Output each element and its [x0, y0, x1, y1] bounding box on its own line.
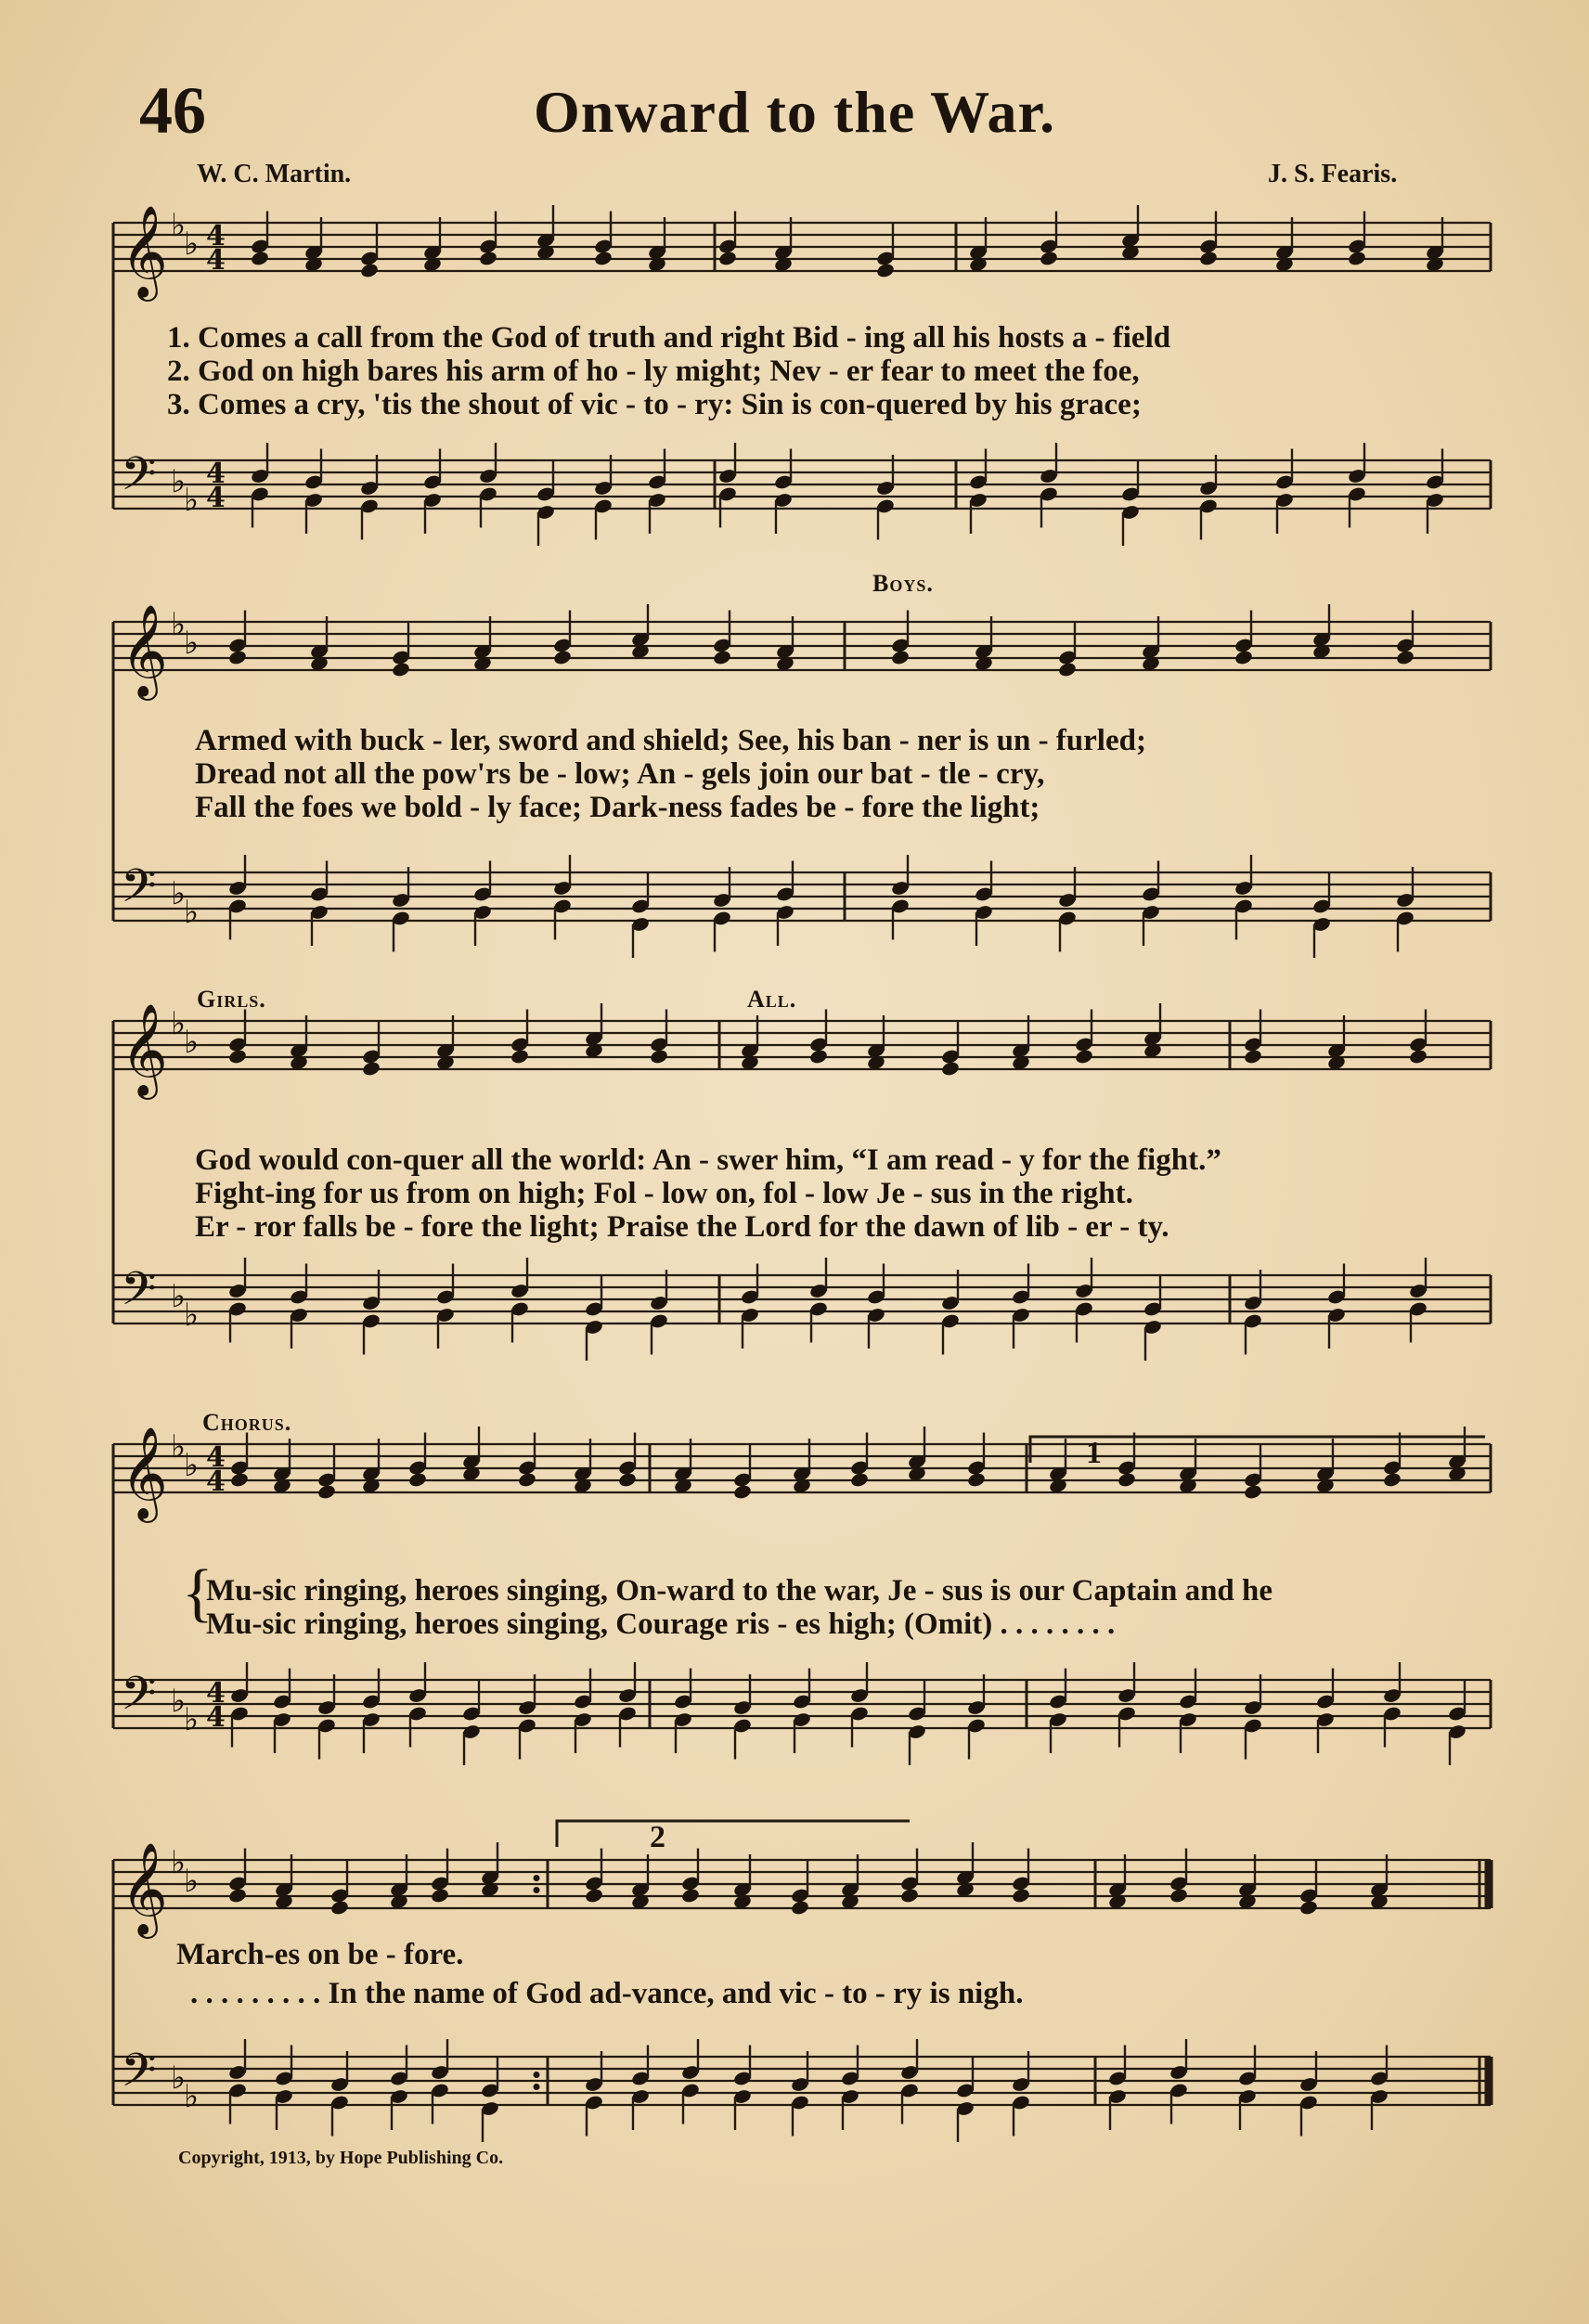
verse-line: Armed with buck - ler, sword and shield; See, his ban - ner is un - furled;: [195, 724, 1146, 757]
time-signature: 4: [206, 1441, 226, 1474]
copyright-notice: Copyright, 1913, by Hope Publishing Co.: [178, 2148, 504, 2168]
verse-line: God would con-quer all the world: An - swer him, “I am read - y for the fight.”: [195, 1143, 1221, 1177]
treble-clef-icon: 𝄞: [121, 604, 168, 697]
flat-icon: ♭: [184, 482, 200, 519]
flat-icon: ♭: [171, 1278, 187, 1315]
note-head: [361, 1060, 381, 1077]
note-head: [1117, 1471, 1136, 1488]
time-signature: 4: [206, 244, 226, 277]
note-head: [966, 1471, 986, 1488]
note-head: [1298, 1899, 1318, 1916]
hymn-title: Onward to the War.: [534, 79, 1056, 145]
chorus-line: Mu-sic ringing, heroes singing, Courage ris - es high; (Omit) . . . . . . . .: [206, 1607, 1116, 1641]
flat-icon: ♭: [184, 2078, 200, 2115]
note-head: [875, 262, 895, 278]
note-head: [899, 1887, 919, 1904]
time-signature: 4: [206, 1465, 226, 1498]
time-signature: 4: [206, 1701, 226, 1734]
bass-clef-icon: 𝄢: [121, 447, 157, 512]
composer-credit: J. S. Fearis.: [1268, 160, 1398, 188]
note-head: [849, 1471, 869, 1488]
note-head: [359, 262, 379, 278]
note-head: [680, 1887, 700, 1904]
note-head: [649, 1048, 668, 1065]
repeat-dot: [534, 2072, 540, 2078]
treble-clef-icon: 𝄞: [121, 1427, 168, 1519]
chorus-line: . . . . . . . . . In the name of God ad-vance, and vic - to - ry is nigh.: [190, 1977, 1024, 2010]
note-head: [317, 1483, 336, 1500]
note-head: [790, 1899, 809, 1916]
note-head: [517, 1471, 536, 1488]
boys-label: Boys.: [872, 570, 934, 597]
time-signature: 4: [206, 1677, 226, 1710]
flat-icon: ♭: [171, 1005, 187, 1042]
chorus-label: Chorus.: [202, 1409, 292, 1436]
bass-clef-icon: 𝄢: [121, 859, 157, 924]
verse-line: Fight-ing for us from on high; Fol - low on, fol - low Je - sus in the right.: [195, 1177, 1133, 1210]
note-head: [407, 1471, 427, 1488]
note-head: [1074, 1048, 1093, 1065]
repeat-dot: [534, 1875, 540, 1881]
flat-icon: ♭: [171, 207, 187, 244]
note-head: [1347, 250, 1366, 266]
note-head: [1395, 649, 1415, 665]
note-head: [1408, 1048, 1428, 1065]
note-head: [1234, 649, 1253, 665]
note-head: [1169, 1887, 1188, 1904]
note-head: [391, 661, 410, 678]
note-head: [617, 1471, 637, 1488]
flat-icon: ♭: [184, 1863, 200, 1900]
flat-icon: ♭: [171, 2059, 187, 2097]
note-head: [227, 1887, 247, 1904]
note-head: [1057, 661, 1077, 678]
bass-clef-icon: 𝄢: [121, 1667, 157, 1732]
note-head: [227, 649, 247, 665]
treble-clef-icon: 𝄞: [121, 205, 168, 298]
chorus-line: Mu-sic ringing, heroes singing, On-ward to the war, Je - sus is our Captain and he: [206, 1574, 1273, 1607]
first-ending-number: 1: [1086, 1436, 1102, 1470]
verse-line: 3. Comes a cry, 'tis the shout of vic - to - ry: Sin is con-quered by his grace;: [167, 388, 1142, 421]
second-ending-bracket: [557, 1821, 910, 1847]
note-head: [1243, 1483, 1262, 1500]
time-signature: 4: [206, 482, 226, 514]
bass-clef-icon: 𝄢: [121, 1262, 157, 1327]
time-signature: 4: [206, 220, 226, 252]
flat-icon: ♭: [184, 1024, 200, 1061]
time-signature: 4: [206, 458, 226, 490]
note-head: [593, 250, 613, 266]
bass-clef-icon: 𝄢: [121, 2044, 157, 2109]
flat-icon: ♭: [184, 894, 200, 931]
note-head: [329, 1899, 349, 1916]
note-head: [584, 1887, 603, 1904]
flat-icon: ♭: [171, 606, 187, 643]
flat-icon: ♭: [171, 463, 187, 500]
note-head: [478, 250, 497, 266]
flat-icon: ♭: [171, 1844, 187, 1881]
note-head: [808, 1048, 828, 1065]
note-head: [717, 250, 737, 266]
lyricist-credit: W. C. Martin.: [197, 160, 352, 188]
verse-line: Dread not all the pow'rs be - low; An - gels join our bat - tle - cry,: [195, 757, 1045, 791]
note-head: [250, 250, 269, 266]
flat-icon: ♭: [171, 875, 187, 912]
verse-line: Fall the foes we bold - ly face; Dark-ness fades be - fore the light;: [195, 791, 1040, 824]
note-head: [1011, 1887, 1030, 1904]
verse-line: 2. God on high bares his arm of ho - ly might; Nev - er fear to meet the foe,: [167, 355, 1140, 388]
treble-clef-icon: 𝄞: [121, 1842, 168, 1935]
flat-icon: ♭: [171, 1683, 187, 1720]
flat-icon: ♭: [184, 1701, 200, 1738]
verse-line: 1. Comes a call from the God of truth and right Bid - ing all his hosts a - field: [167, 321, 1171, 355]
flat-icon: ♭: [184, 1447, 200, 1484]
note-head: [1039, 250, 1058, 266]
note-head: [510, 1048, 529, 1065]
note-head: [1243, 1048, 1262, 1065]
note-head: [430, 1887, 449, 1904]
note-head: [940, 1060, 960, 1077]
flat-icon: ♭: [184, 1297, 200, 1334]
chorus-line: March-es on be - fore.: [176, 1938, 464, 1971]
note-head: [552, 649, 572, 665]
flat-icon: ♭: [184, 226, 200, 263]
flat-icon: ♭: [184, 625, 200, 662]
flat-icon: ♭: [171, 1428, 187, 1465]
treble-clef-icon: 𝄞: [121, 1003, 168, 1096]
verse-line: Er - ror falls be - fore the light; Praise the Lord for the dawn of lib - er - ty.: [195, 1210, 1169, 1244]
all-label: All.: [747, 986, 797, 1013]
repeat-dot: [534, 1887, 540, 1893]
note-head: [732, 1483, 752, 1500]
note-head: [712, 649, 731, 665]
hymn-number: 46: [139, 73, 206, 148]
note-head: [229, 1471, 249, 1488]
note-head: [227, 1048, 247, 1065]
lyric-brace: {: [182, 1557, 213, 1629]
girls-label: Girls.: [197, 986, 266, 1013]
note-head: [1198, 250, 1218, 266]
note-head: [1382, 1471, 1402, 1488]
repeat-dot: [534, 2084, 540, 2090]
second-ending-number: 2: [650, 1820, 665, 1854]
note-head: [890, 649, 910, 665]
